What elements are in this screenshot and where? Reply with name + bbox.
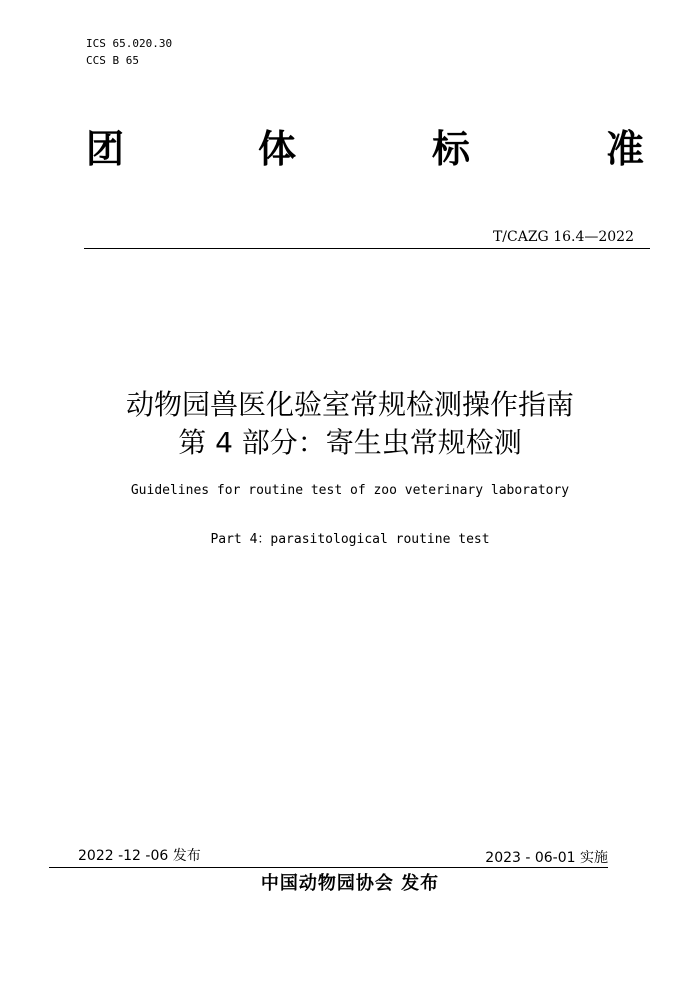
title-english-line-1: Guidelines for routine test of zoo veterinary laboratory (130, 483, 570, 498)
title-chinese-line-2: 第 4 部分：寄生虫常规检测 (178, 426, 522, 459)
title-english-line-2: Part 4：parasitological routine test (210, 532, 490, 547)
footer-divider (49, 867, 608, 868)
standard-code: T/CAZG 16.4—2022 (492, 229, 634, 245)
standard-type-char-3: 标 (432, 127, 471, 171)
standard-type-char-1: 团 (86, 127, 125, 171)
ccs-code: CCS B 65 (86, 54, 139, 67)
standard-type-char-2: 体 (258, 127, 297, 171)
standard-type-char-4: 准 (606, 127, 645, 171)
title-chinese-line-1: 动物园兽医化验室常规检测操作指南 (125, 388, 574, 421)
publisher: 中国动物园协会 发布 (260, 873, 440, 894)
implementation-date: 2023 - 06-01 实施 (485, 850, 608, 866)
header-divider (84, 248, 650, 249)
issue-date: 2022 -12 -06 发布 (78, 848, 201, 864)
ics-code: ICS 65.020.30 (86, 37, 173, 50)
